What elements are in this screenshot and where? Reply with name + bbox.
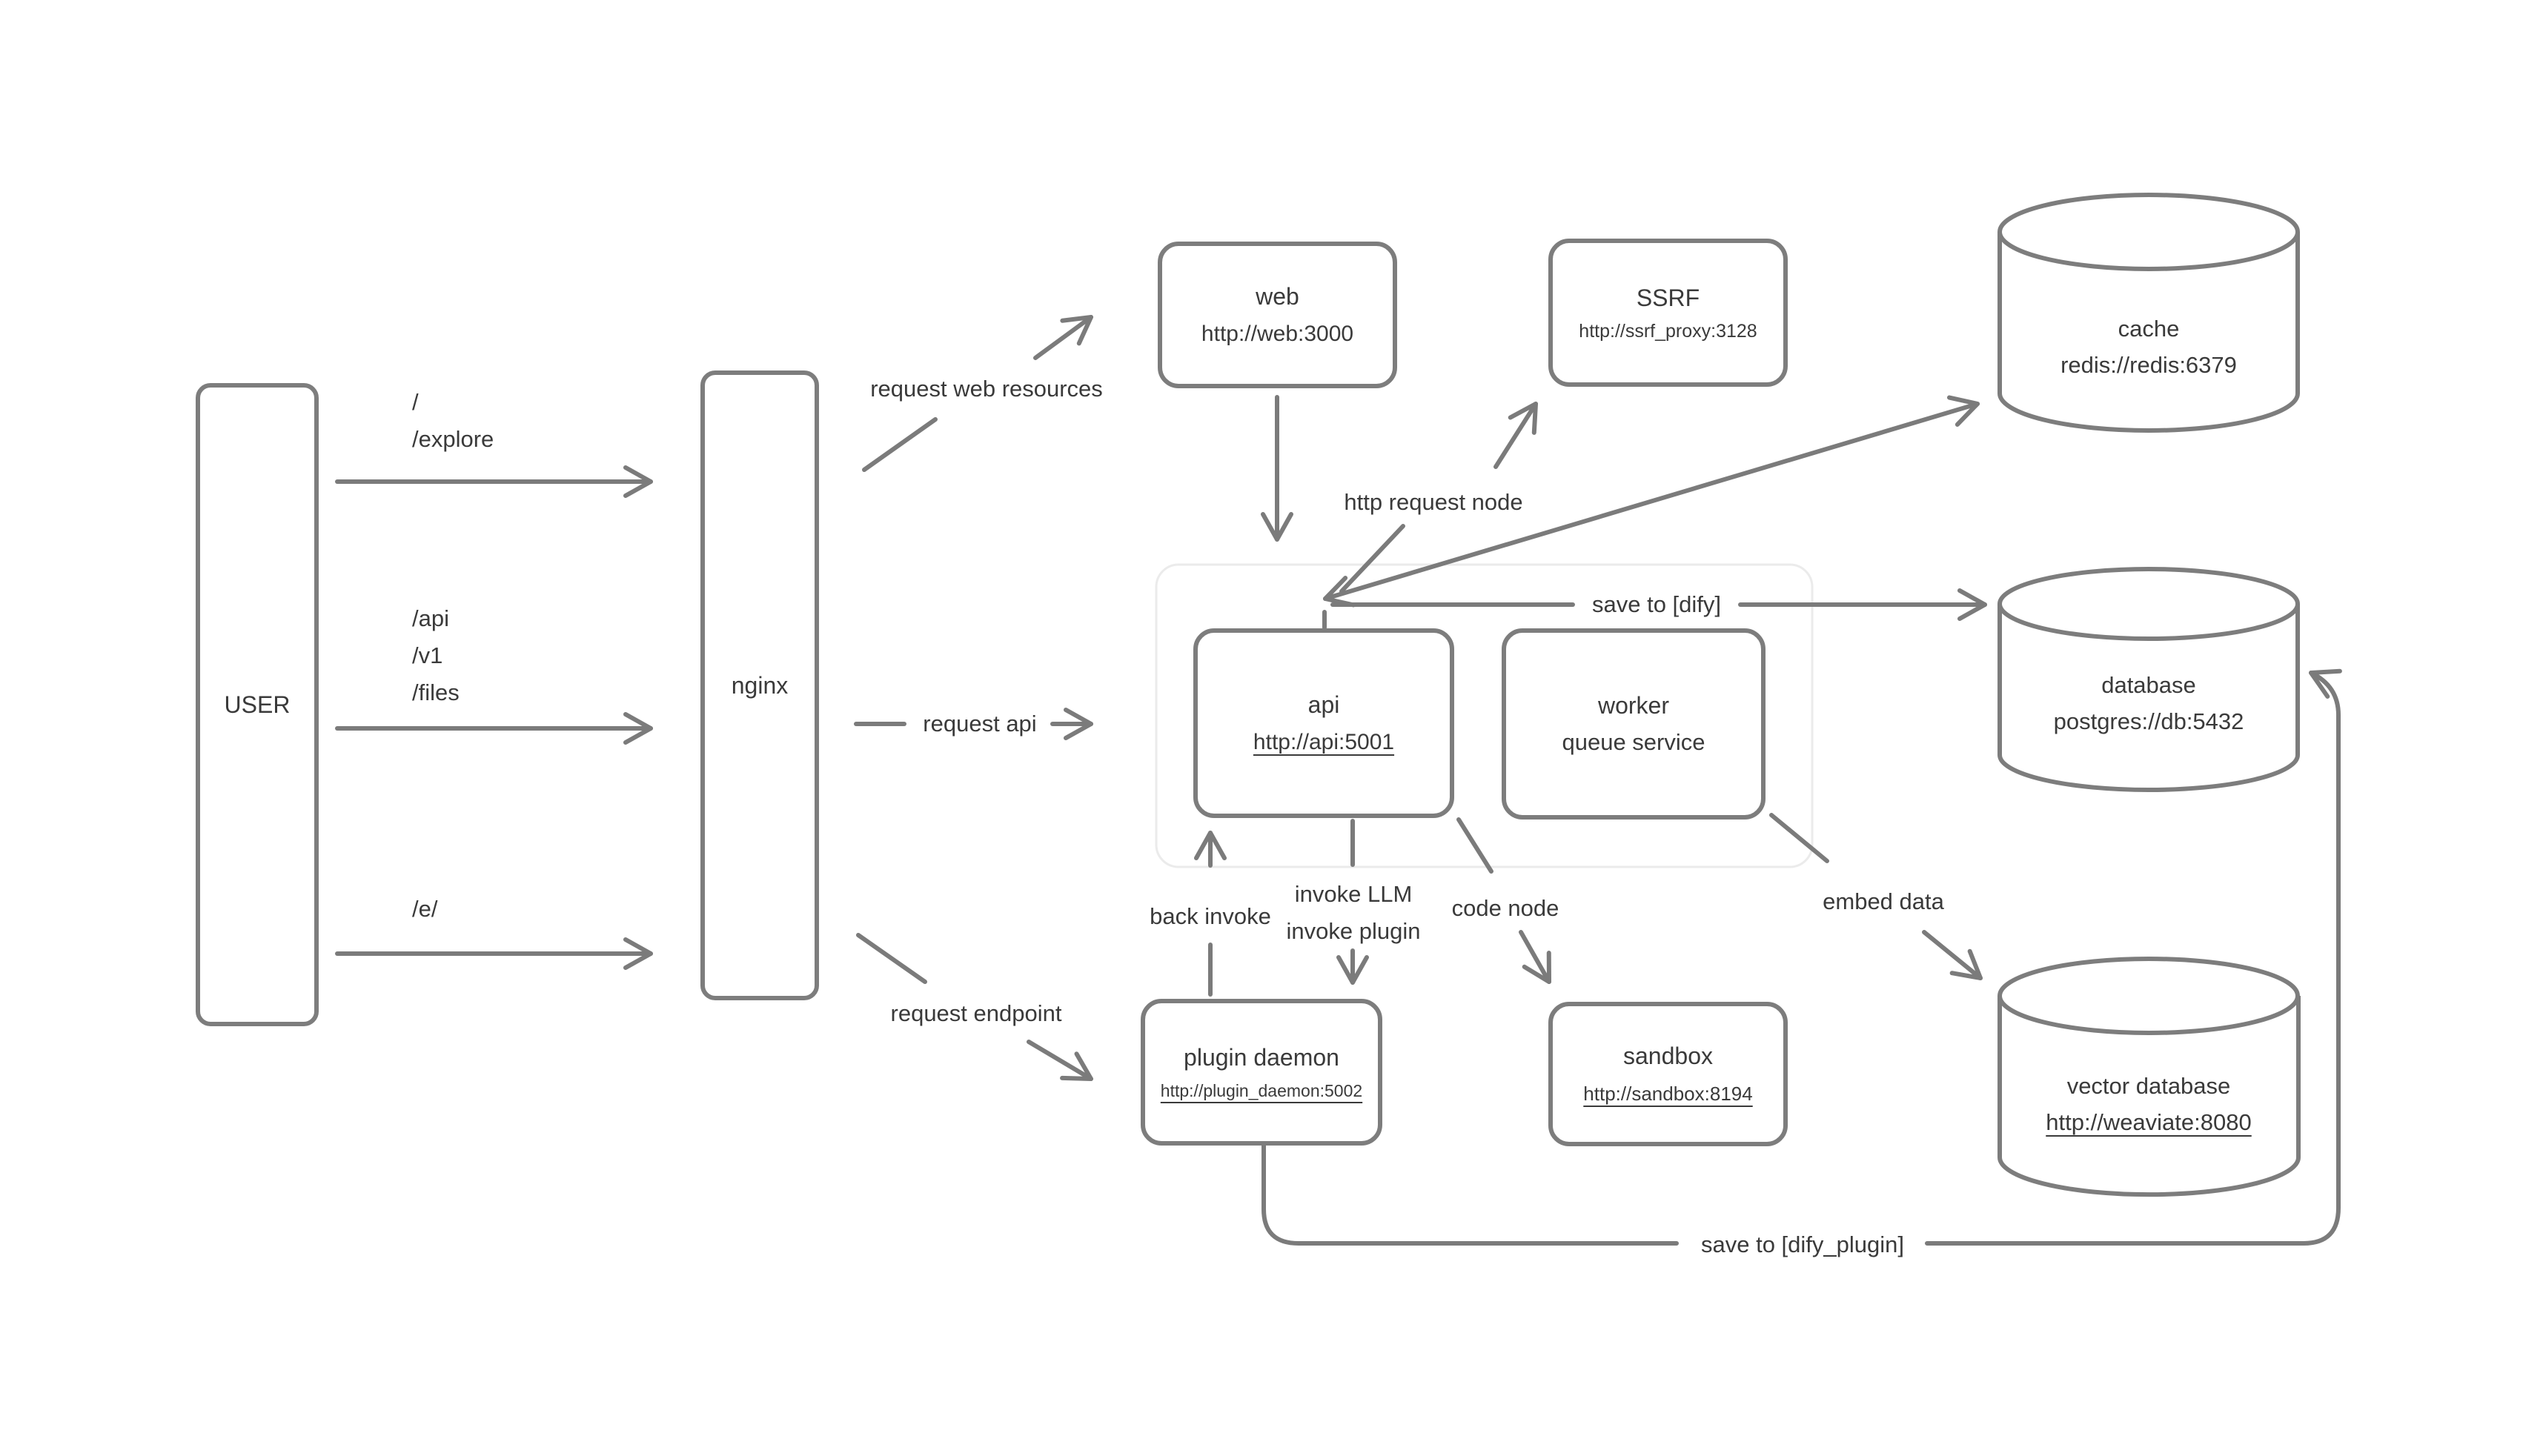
edge-request-endpoint-2	[1029, 1042, 1091, 1079]
node-user	[196, 383, 319, 1026]
route-labels-endpoint	[412, 891, 437, 928]
route-files: /files	[412, 679, 460, 705]
node-database-label	[2054, 667, 2244, 739]
edge-label-embed-data: embed data	[1823, 888, 1944, 914]
node-vector-database-url: http://weaviate:8080	[2046, 1109, 2252, 1135]
node-nginx	[700, 370, 819, 1000]
edge-request-endpoint-1	[858, 935, 925, 982]
node-worker-subtitle: queue service	[1562, 729, 1705, 755]
node-nginx-label: nginx	[731, 672, 789, 699]
edge-label-request-endpoint: request endpoint	[890, 1000, 1062, 1026]
edge-save-to-dify-plugin-1	[1264, 1146, 1677, 1243]
route-root: /	[412, 389, 419, 415]
edge-http-request-node-1	[1342, 526, 1403, 591]
edge-label-invoke-plugin: invoke plugin	[1286, 918, 1421, 944]
node-database-title: database	[2101, 672, 2196, 698]
node-api-title: api	[1307, 691, 1340, 718]
route-explore: /explore	[412, 426, 494, 452]
edge-label-request-web-resources: request web resources	[870, 376, 1103, 402]
route-v1: /v1	[412, 642, 443, 668]
route-labels-api	[412, 600, 460, 711]
node-database-url: postgres://db:5432	[2053, 708, 2244, 734]
node-sandbox	[1548, 1002, 1788, 1146]
node-web-url: http://web:3000	[1201, 322, 1354, 346]
node-ssrf-title: SSRF	[1636, 285, 1700, 311]
node-vector-database-label	[2046, 1068, 2251, 1140]
node-plugin-daemon-title: plugin daemon	[1184, 1044, 1339, 1071]
cache-cylinder-top	[2000, 195, 2298, 269]
edge-request-web-resources-2	[1035, 317, 1091, 358]
node-cache-title: cache	[2118, 316, 2180, 342]
node-api	[1193, 628, 1454, 818]
node-cache-url: redis://redis:6379	[2060, 352, 2237, 378]
edge-label-save-to-dify: save to [dify]	[1591, 591, 1722, 617]
edge-embed-data-1	[1771, 815, 1827, 861]
node-sandbox-title: sandbox	[1623, 1042, 1713, 1069]
node-plugin-daemon	[1141, 999, 1382, 1146]
edge-label-request-api: request api	[923, 711, 1037, 737]
node-api-url: http://api:5001	[1253, 730, 1395, 754]
node-web-title: web	[1256, 283, 1299, 310]
edge-code-node-2	[1521, 932, 1549, 982]
edge-embed-data-2	[1924, 932, 1980, 978]
edge-http-request-node-2	[1496, 404, 1536, 467]
node-web	[1158, 242, 1397, 388]
node-vector-database-title: vector database	[2066, 1073, 2231, 1099]
edge-label-code-node: code node	[1451, 895, 1559, 921]
edge-label-invoke-llm: invoke LLM	[1294, 881, 1413, 907]
edge-code-node-1	[1459, 820, 1491, 871]
edge-label-save-to-dify-plugin: save to [dify_plugin]	[1700, 1231, 1905, 1257]
node-sandbox-url: http://sandbox:8194	[1583, 1082, 1753, 1105]
node-ssrf	[1548, 239, 1788, 387]
database-cylinder-top	[2000, 569, 2298, 639]
route-labels-web	[412, 384, 494, 458]
node-worker	[1502, 628, 1766, 820]
route-e: /e/	[412, 896, 438, 922]
node-ssrf-url: http://ssrf_proxy:3128	[1579, 321, 1757, 342]
route-api: /api	[412, 605, 449, 631]
edge-request-web-resources-1	[864, 419, 935, 470]
node-worker-title: worker	[1597, 692, 1669, 719]
node-user-label: USER	[224, 691, 291, 718]
edge-label-back-invoke: back invoke	[1150, 903, 1271, 929]
node-cache-label	[2060, 310, 2237, 383]
edge-label-http-request-node: http request node	[1344, 489, 1523, 515]
edge-label-invoke	[1287, 876, 1421, 950]
vector-database-cylinder-top	[2000, 959, 2298, 1033]
node-plugin-daemon-url: http://plugin_daemon:5002	[1160, 1081, 1363, 1100]
